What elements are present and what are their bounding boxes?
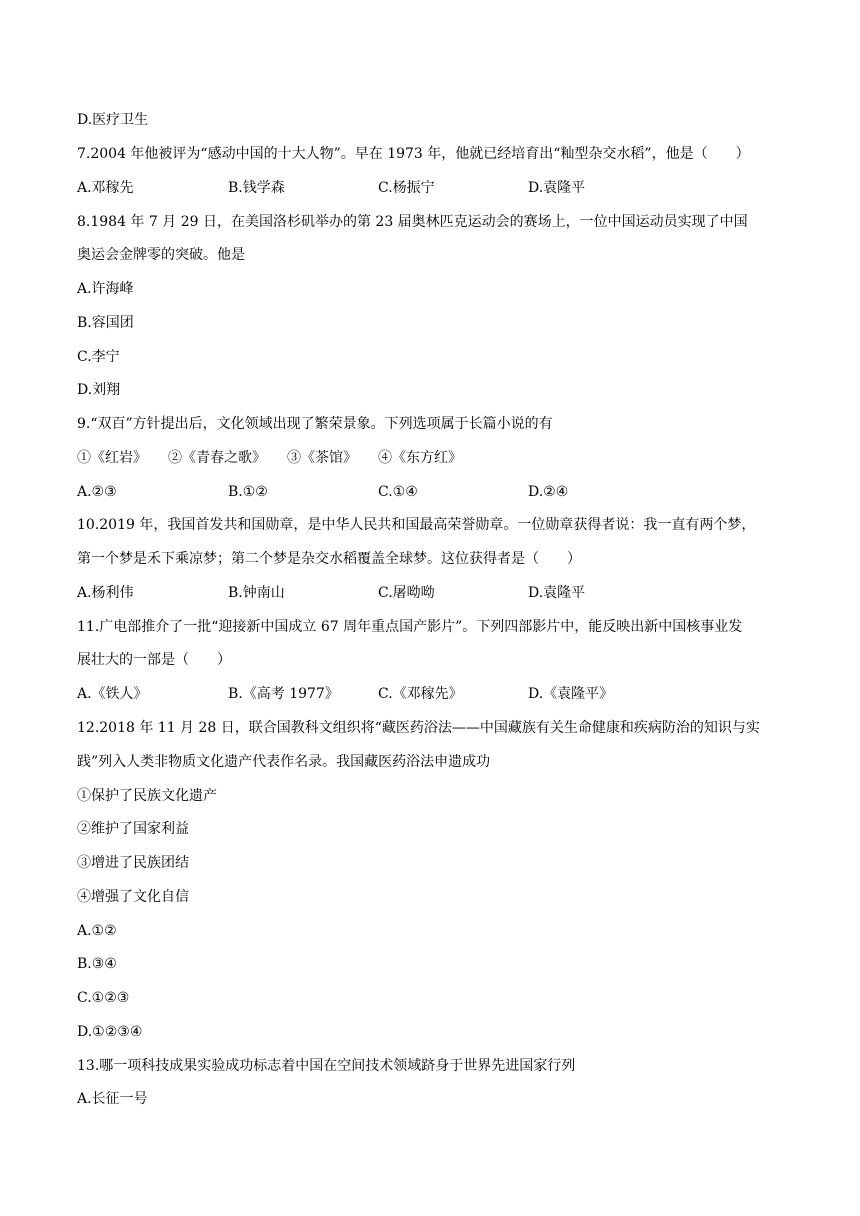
q13-stem: 13.哪一项科技成果实验成功标志着中国在空间技术领域跻身于世界先进国家行列 [77, 1058, 576, 1074]
q8-option-a: A.许海峰 [77, 281, 134, 297]
q12-option-a: A.①② [77, 923, 117, 939]
q8-option-d: D.刘翔 [77, 382, 121, 398]
q9-items: ①《红岩》 ②《青春之歌》 ③《茶馆》 ④《东方红》 [77, 450, 462, 466]
q12-item-2: ②维护了国家利益 [77, 821, 189, 837]
q12-item-1: ①保护了民族文化遗产 [77, 788, 217, 804]
q6-option-d: D.医疗卫生 [77, 112, 149, 128]
q7-option-b: B.钱学森 [228, 180, 285, 196]
q10-option-a: A.杨利伟 [77, 585, 134, 601]
q10-option-b: B.钟南山 [228, 585, 285, 601]
q11-option-c: C.《邓稼先》 [378, 686, 463, 702]
q12-option-d: D.①②③④ [77, 1024, 143, 1040]
q9-option-a: A.②③ [77, 484, 117, 500]
q11-option-b: B.《高考 1977》 [228, 686, 339, 702]
q8-option-c: C.李宁 [77, 349, 120, 365]
q11-stem-line2: 展壮大的一部是（ ） [77, 652, 231, 668]
q10-option-c: C.屠呦呦 [378, 585, 435, 601]
q11-option-a: A.《铁人》 [77, 686, 148, 702]
q12-stem-line2: 践”列入人类非物质文化遗产代表作名录。我国藏医药浴法申遗成功 [77, 754, 491, 770]
q7-option-c: C.杨振宁 [378, 180, 435, 196]
q8-option-b: B.容国团 [77, 315, 134, 331]
q12-option-c: C.①②③ [77, 990, 130, 1006]
q10-option-d: D.袁隆平 [528, 585, 586, 601]
q10-stem-line1: 10.2019 年，我国首发共和国勋章，是中华人民共和国最高荣誉勋章。一位勋章获得者说：我一直有两个梦， [77, 517, 756, 533]
q9-option-b: B.①② [228, 484, 268, 500]
q7-option-a: A.邓稼先 [77, 180, 134, 196]
q10-stem-line2: 第一个梦是禾下乘凉梦；第二个梦是杂交水稻覆盖全球梦。这位获得者是（ ） [77, 551, 581, 567]
q7-stem: 7.2004 年他被评为“感动中国的十大人物”。早在 1973 年，他就已经培育出“籼型杂交水稻”，他是（ ） [77, 146, 750, 162]
q11-option-d: D.《袁隆平》 [528, 686, 614, 702]
q7-option-d: D.袁隆平 [528, 180, 586, 196]
q13-option-a: A.长征一号 [77, 1091, 148, 1107]
q12-item-4: ④增强了文化自信 [77, 889, 189, 905]
q11-stem-line1: 11.广电部推介了一批“迎接新中国成立 67 周年重点国产影片”。下列四部影片中，能反映出新中国核事业发 [77, 619, 743, 635]
q12-option-b: B.③④ [77, 956, 117, 972]
q9-option-c: C.①④ [378, 484, 418, 500]
q12-item-3: ③增进了民族团结 [77, 855, 189, 871]
q9-stem: 9.“双百”方针提出后，文化领域出现了繁荣景象。下列选项属于长篇小说的有 [77, 416, 553, 432]
q9-option-d: D.②④ [528, 484, 569, 500]
q8-stem-line1: 8.1984 年 7 月 29 日，在美国洛杉矶举办的第 23 届奥林匹克运动会的赛场上，一位中国运动员实现了中国 [77, 214, 748, 230]
q12-stem-line1: 12.2018 年 11 月 28 日，联合国教科文组织将“藏医药浴法——中国藏族有关生命健康和疾病防治的知识与实 [77, 720, 760, 736]
q8-stem-line2: 奥运会金牌零的突破。他是 [77, 247, 245, 263]
